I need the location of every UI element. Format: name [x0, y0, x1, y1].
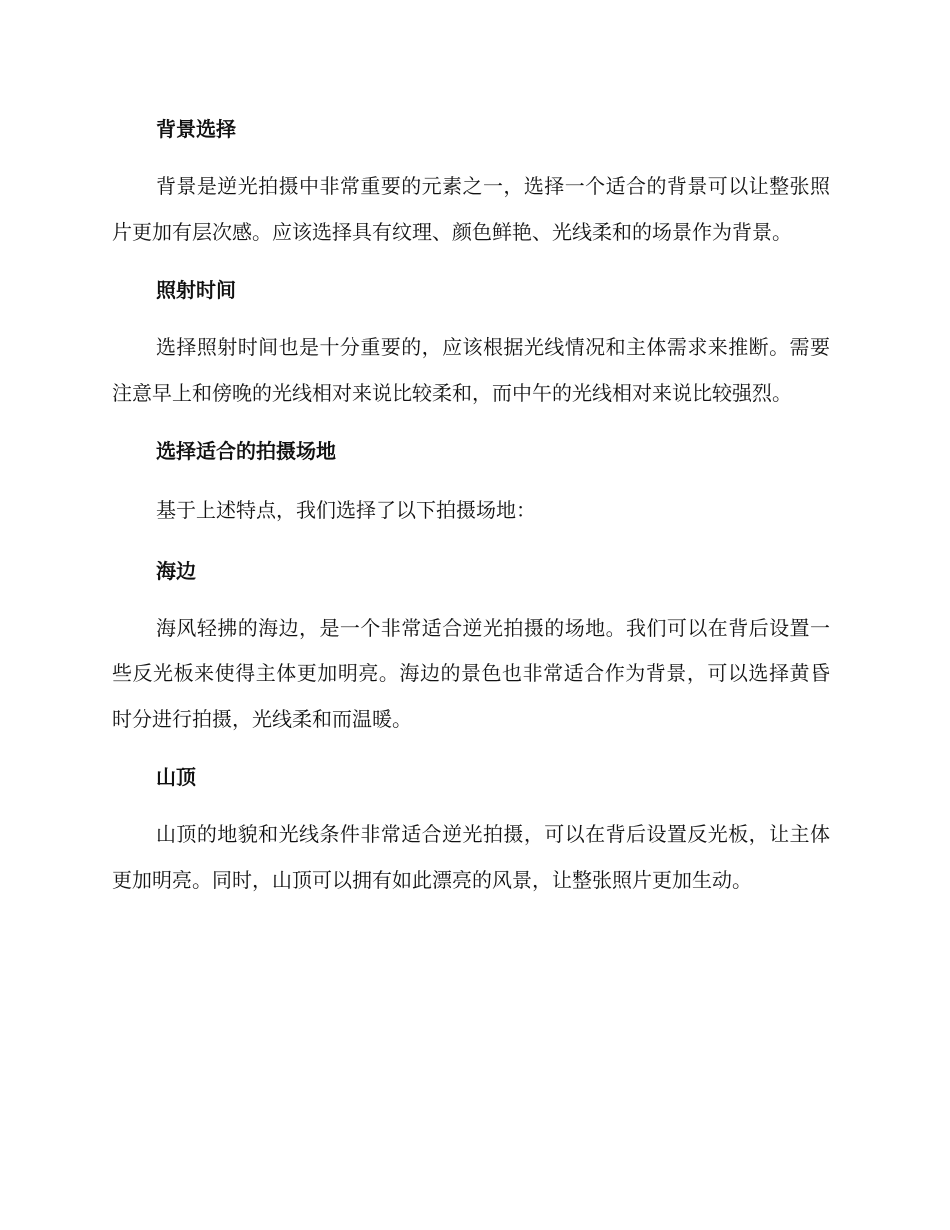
document-page [112, 108, 830, 917]
section-heading-background: 背景选择 [156, 117, 236, 141]
section-body-timing: 选择照射时间也是十分重要的，应该根据光线情况和主体需求来推断。需要注意早上和傍晚的光线相对来说比较柔和，而中午的光线相对来说比较强烈。 [112, 335, 830, 405]
section-body-mountaintop: 山顶的地貌和光线条件非常适合逆光拍摄，可以在背后设置反光板，让主体更加明亮。同时，山顶可以拥有如此漂亮的风景，让整张照片更加生动。 [112, 822, 830, 892]
section-heading-mountaintop: 山顶 [156, 765, 196, 789]
section-heading-seaside: 海边 [156, 558, 196, 583]
section-heading-location: 选择适合的拍摄场地 [156, 439, 336, 463]
section-body-background: 背景是逆光拍摄中非常重要的元素之一，选择一个适合的背景可以让整张照片更加有层次感。应该选择具有纹理、颜色鲜艳、光线柔和的场景作为背景。 [112, 174, 830, 244]
section-body-seaside: 海风轻拂的海边，是一个非常适合逆光拍摄的场地。我们可以在背后设置一些反光板来使得主体更加明亮。海边的景色也非常适合作为背景，可以选择黄昏时分进行拍摄，光线柔和而温暖。 [112, 615, 830, 731]
section-body-location: 基于上述特点，我们选择了以下拍摄场地： [156, 498, 536, 522]
section-heading-timing: 照射时间 [156, 278, 236, 302]
